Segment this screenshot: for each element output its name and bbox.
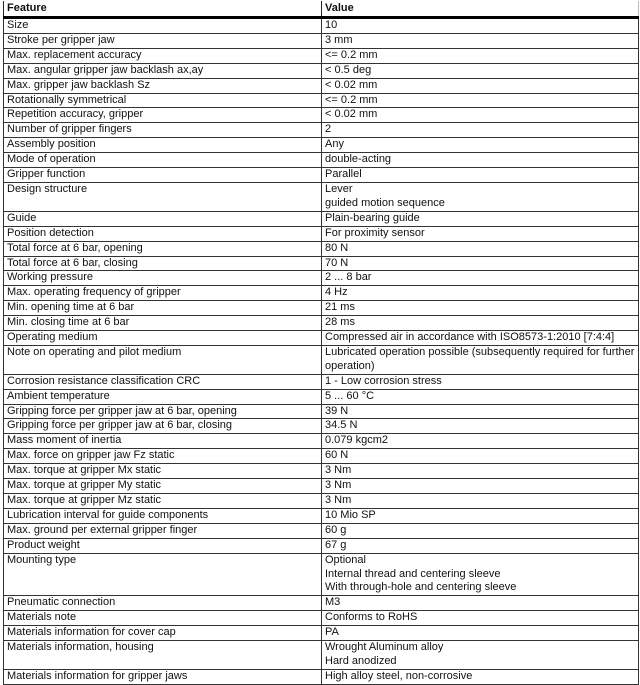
feature-cell: Gripping force per gripper jaw at 6 bar, opening bbox=[4, 404, 322, 419]
value-cell bbox=[322, 626, 639, 641]
value-cell bbox=[322, 123, 639, 138]
feature-cell: Product weight bbox=[4, 538, 322, 553]
table-row bbox=[4, 316, 639, 331]
table-row bbox=[4, 138, 639, 153]
value-cell bbox=[322, 479, 639, 494]
table-row bbox=[4, 301, 639, 316]
value-cell bbox=[322, 419, 639, 434]
table-row bbox=[4, 508, 639, 523]
value-line: 0.079 kgcm2 bbox=[325, 434, 388, 447]
value-line: 60 N bbox=[325, 449, 349, 462]
value-cell bbox=[322, 153, 639, 168]
value-line: Optional bbox=[325, 553, 366, 566]
table-row bbox=[4, 63, 639, 78]
table-body bbox=[4, 18, 639, 685]
table-row bbox=[4, 168, 639, 183]
feature-cell: Materials information for gripper jaws bbox=[4, 669, 322, 684]
table-row bbox=[4, 626, 639, 641]
table-row bbox=[4, 374, 639, 389]
feature-cell: Min. closing time at 6 bar bbox=[4, 316, 322, 331]
feature-cell: Mode of operation bbox=[4, 153, 322, 168]
feature-cell: Guide bbox=[4, 211, 322, 226]
value-cell bbox=[322, 226, 639, 241]
table-row bbox=[4, 464, 639, 479]
feature-cell: Materials information for cover cap bbox=[4, 626, 322, 641]
feature-cell: Assembly position bbox=[4, 138, 322, 153]
feature-cell: Materials note bbox=[4, 611, 322, 626]
table-row bbox=[4, 389, 639, 404]
value-cell bbox=[322, 374, 639, 389]
value-line: With through-hole and centering sleeve bbox=[325, 581, 517, 594]
feature-cell: Corrosion resistance classification CRC bbox=[4, 374, 322, 389]
table-row bbox=[4, 479, 639, 494]
value-line: For proximity sensor bbox=[325, 226, 425, 239]
value-cell bbox=[322, 596, 639, 611]
value-cell bbox=[322, 48, 639, 63]
feature-cell: Gripper function bbox=[4, 168, 322, 183]
feature-cell: Lubrication interval for guide components bbox=[4, 508, 322, 523]
value-cell bbox=[322, 93, 639, 108]
feature-cell: Working pressure bbox=[4, 271, 322, 286]
feature-cell: Mounting type bbox=[4, 553, 322, 596]
value-cell bbox=[322, 389, 639, 404]
table-row bbox=[4, 33, 639, 48]
table-row bbox=[4, 419, 639, 434]
value-cell bbox=[322, 168, 639, 183]
value-line: Internal thread and centering sleeve bbox=[325, 567, 501, 580]
feature-cell: Max. replacement accuracy bbox=[4, 48, 322, 63]
value-cell bbox=[322, 669, 639, 684]
table-row bbox=[4, 434, 639, 449]
feature-cell: Stroke per gripper jaw bbox=[4, 33, 322, 48]
value-line: 21 ms bbox=[325, 301, 355, 314]
column-header-feature: Feature bbox=[4, 1, 322, 18]
value-line: 10 bbox=[325, 19, 338, 31]
column-header-value: Value bbox=[322, 1, 639, 18]
value-line: 3 Nm bbox=[325, 464, 352, 477]
table-row bbox=[4, 48, 639, 63]
value-cell bbox=[322, 108, 639, 123]
value-line: 80 N bbox=[325, 241, 349, 254]
value-line: 4 Hz bbox=[325, 286, 348, 299]
value-line: 67 g bbox=[325, 538, 347, 551]
value-line: 1 - Low corrosion stress bbox=[325, 374, 442, 387]
feature-cell: Max. torque at gripper My static bbox=[4, 479, 322, 494]
table-row bbox=[4, 93, 639, 108]
value-line: 2 ... 8 bar bbox=[325, 271, 372, 284]
table-row bbox=[4, 494, 639, 509]
value-cell bbox=[322, 345, 639, 374]
table-row bbox=[4, 271, 639, 286]
value-cell bbox=[322, 241, 639, 256]
value-line: 2 bbox=[325, 123, 332, 136]
feature-cell: Repetition accuracy, gripper bbox=[4, 108, 322, 123]
value-cell bbox=[322, 211, 639, 226]
feature-cell: Rotationally symmetrical bbox=[4, 93, 322, 108]
value-cell bbox=[322, 538, 639, 553]
value-cell bbox=[322, 331, 639, 346]
value-line: 10 Mio SP bbox=[325, 508, 376, 521]
feature-cell: Ambient temperature bbox=[4, 389, 322, 404]
feature-cell: Total force at 6 bar, opening bbox=[4, 241, 322, 256]
table-row bbox=[4, 153, 639, 168]
table-row bbox=[4, 256, 639, 271]
value-cell bbox=[322, 63, 639, 78]
table-row bbox=[4, 449, 639, 464]
value-line: Wrought Aluminum alloy bbox=[325, 641, 444, 654]
value-line: 3 Nm bbox=[325, 494, 352, 506]
value-line: 28 ms bbox=[325, 316, 355, 329]
table-row bbox=[4, 78, 639, 93]
feature-cell: Position detection bbox=[4, 226, 322, 241]
value-cell bbox=[322, 494, 639, 509]
feature-cell: Max. torque at gripper Mz static bbox=[4, 494, 322, 509]
table-row bbox=[4, 211, 639, 226]
value-cell bbox=[322, 464, 639, 479]
value-line: 5 ... 60 °C bbox=[325, 389, 375, 402]
value-line: Plain-bearing guide bbox=[325, 211, 420, 224]
value-line: Parallel bbox=[325, 168, 362, 181]
value-line: Compressed air in accordance with ISO8573-1:2010 [7:4:4] bbox=[325, 331, 615, 344]
value-line: guided motion sequence bbox=[325, 196, 445, 209]
value-cell bbox=[322, 256, 639, 271]
value-cell bbox=[322, 271, 639, 286]
value-line: 60 g bbox=[325, 523, 347, 536]
value-cell bbox=[322, 316, 639, 331]
value-cell bbox=[322, 182, 639, 211]
value-line: High alloy steel, non-corrosive bbox=[325, 669, 473, 682]
value-line: Any bbox=[325, 138, 344, 151]
value-line: < 0.5 deg bbox=[325, 63, 372, 76]
feature-cell: Max. gripper jaw backlash Sz bbox=[4, 78, 322, 93]
value-cell bbox=[322, 449, 639, 464]
feature-cell: Min. opening time at 6 bar bbox=[4, 301, 322, 316]
value-line: 70 N bbox=[325, 256, 349, 269]
value-cell bbox=[322, 404, 639, 419]
table-row bbox=[4, 108, 639, 123]
table-row bbox=[4, 331, 639, 346]
feature-cell: Design structure bbox=[4, 182, 322, 211]
feature-cell: Gripping force per gripper jaw at 6 bar, closing bbox=[4, 419, 322, 434]
table-row bbox=[4, 286, 639, 301]
table-row bbox=[4, 669, 639, 684]
value-cell bbox=[322, 611, 639, 626]
feature-cell: Operating medium bbox=[4, 331, 322, 346]
feature-cell: Max. torque at gripper Mx static bbox=[4, 464, 322, 479]
value-cell bbox=[322, 33, 639, 48]
value-line: M3 bbox=[325, 596, 341, 609]
feature-cell: Pneumatic connection bbox=[4, 596, 322, 611]
feature-cell: Max. angular gripper jaw backlash ax,ay bbox=[4, 63, 322, 78]
value-cell bbox=[322, 523, 639, 538]
table-row bbox=[4, 123, 639, 138]
value-cell bbox=[322, 78, 639, 93]
feature-cell: Number of gripper fingers bbox=[4, 123, 322, 138]
table-row bbox=[4, 182, 639, 211]
value-line: < 0.02 mm bbox=[325, 108, 378, 121]
value-cell bbox=[322, 18, 639, 34]
value-line: < 0.02 mm bbox=[325, 78, 378, 91]
feature-cell: Size bbox=[4, 18, 322, 34]
value-cell bbox=[322, 508, 639, 523]
value-cell bbox=[322, 138, 639, 153]
feature-cell: Note on operating and pilot medium bbox=[4, 345, 322, 374]
table-row bbox=[4, 241, 639, 256]
value-line: Conforms to RoHS bbox=[325, 611, 418, 624]
table-row bbox=[4, 538, 639, 553]
value-line: Hard anodized bbox=[325, 654, 397, 667]
table-row bbox=[4, 226, 639, 241]
value-line: <= 0.2 mm bbox=[325, 48, 378, 61]
feature-cell: Max. operating frequency of gripper bbox=[4, 286, 322, 301]
feature-cell: Materials information, housing bbox=[4, 641, 322, 670]
feature-cell: Mass moment of inertia bbox=[4, 434, 322, 449]
table-row bbox=[4, 523, 639, 538]
spec-table bbox=[3, 1, 639, 685]
value-line: Lever bbox=[325, 182, 353, 195]
value-cell bbox=[322, 286, 639, 301]
table-row bbox=[4, 553, 639, 596]
table-row bbox=[4, 404, 639, 419]
value-cell bbox=[322, 301, 639, 316]
value-cell bbox=[322, 434, 639, 449]
value-line: 34.5 N bbox=[325, 419, 358, 432]
value-line: PA bbox=[325, 626, 339, 639]
value-line: double-acting bbox=[325, 153, 392, 166]
table-row bbox=[4, 596, 639, 611]
feature-cell: Max. force on gripper jaw Fz static bbox=[4, 449, 322, 464]
value-line: <= 0.2 mm bbox=[325, 93, 378, 106]
table-row bbox=[4, 611, 639, 626]
value-line: 39 N bbox=[325, 404, 349, 417]
value-line: 3 mm bbox=[325, 33, 353, 46]
feature-cell: Total force at 6 bar, closing bbox=[4, 256, 322, 271]
value-line: 3 Nm bbox=[325, 479, 352, 492]
table-header-row bbox=[4, 1, 639, 18]
feature-cell: Max. ground per external gripper finger bbox=[4, 523, 322, 538]
table-row bbox=[4, 18, 639, 34]
value-line: Lubricated operation possible (subsequently required for further operation) bbox=[325, 345, 635, 372]
table-row bbox=[4, 345, 639, 374]
value-cell bbox=[322, 553, 639, 596]
